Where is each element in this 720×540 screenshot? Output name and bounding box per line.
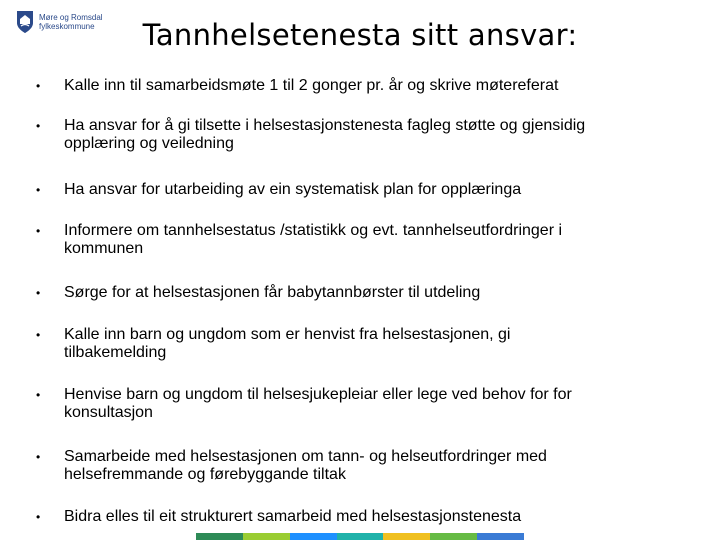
bullet-text-line: Samarbeide med helsestasjonen om tann- og helseutfordringer med	[64, 448, 547, 465]
strip-segment	[477, 533, 524, 540]
bullet-text-line: konsultasjon	[64, 404, 153, 421]
strip-segment	[337, 533, 384, 540]
strip-segment	[430, 533, 477, 540]
bullet-item	[36, 326, 676, 362]
strip-segment	[243, 533, 290, 540]
bullet-text	[64, 386, 676, 422]
bullet-dot: •	[36, 119, 41, 133]
bullet-dot: •	[36, 450, 41, 464]
bullet-dot: •	[36, 183, 41, 197]
bullet-text-line: Informere om tannhelsestatus /statistikk og evt. tannhelseutfordringer i	[64, 222, 563, 239]
bullet-text	[64, 448, 676, 484]
bullet-item	[36, 448, 676, 484]
bullet-text-line: helsefremmande og førebyggande tiltak	[64, 466, 346, 483]
bullet-text-line: tilbakemelding	[64, 344, 167, 361]
bullet-dot: •	[36, 388, 41, 402]
bullet-text-line: Ha ansvar for utarbeiding av ein systematisk plan for opplæringa	[64, 181, 522, 198]
strip-segment	[290, 533, 337, 540]
bullet-text-line: Henvise barn og ungdom til helsesjukepleiar eller lege ved behov for for	[64, 386, 572, 403]
bullet-text	[64, 508, 676, 526]
bullet-text	[64, 284, 676, 302]
bullet-text	[64, 222, 676, 258]
logo-line-1: Møre og Romsdal	[39, 13, 103, 22]
bullet-text	[64, 77, 676, 95]
bullet-item	[36, 181, 676, 199]
bullet-item	[36, 284, 676, 302]
slide-title: Tannhelsetenesta sitt ansvar:	[142, 18, 578, 52]
bottom-color-strip	[196, 533, 524, 540]
bullet-item	[36, 386, 676, 422]
bullet-text-line: Bidra elles til eit strukturert samarbeid med helsestasjonstenesta	[64, 508, 522, 525]
bullet-item	[36, 222, 676, 258]
bullet-text-line: opplæring og veiledning	[64, 135, 234, 152]
bullet-item	[36, 77, 676, 95]
bullet-text	[64, 181, 676, 199]
strip-segment	[383, 533, 430, 540]
bullet-dot: •	[36, 79, 41, 93]
bullet-text	[64, 326, 676, 362]
bullet-text-line: Kalle inn barn og ungdom som er henvist fra helsestasjonen, gi	[64, 326, 511, 343]
bullet-dot: •	[36, 510, 41, 524]
bullet-text-line: Sørge for at helsestasjonen får babytannbørster til utdeling	[64, 284, 481, 301]
bullet-text	[64, 117, 676, 153]
strip-segment	[196, 533, 243, 540]
bullet-item	[36, 508, 676, 526]
bullet-text-line: Ha ansvar for å gi tilsette i helsestasjonstenesta fagleg støtte og gjensidig	[64, 117, 586, 134]
bullet-text-line: kommunen	[64, 240, 144, 257]
bullet-dot: •	[36, 328, 41, 342]
bullet-dot: •	[36, 224, 41, 238]
bullet-text-line: Kalle inn til samarbeidsmøte 1 til 2 gonger pr. år og skrive møtereferat	[64, 77, 559, 94]
bullet-dot: •	[36, 286, 41, 300]
bullet-item	[36, 117, 676, 153]
logo-line-2: fylkeskommune	[39, 22, 95, 31]
